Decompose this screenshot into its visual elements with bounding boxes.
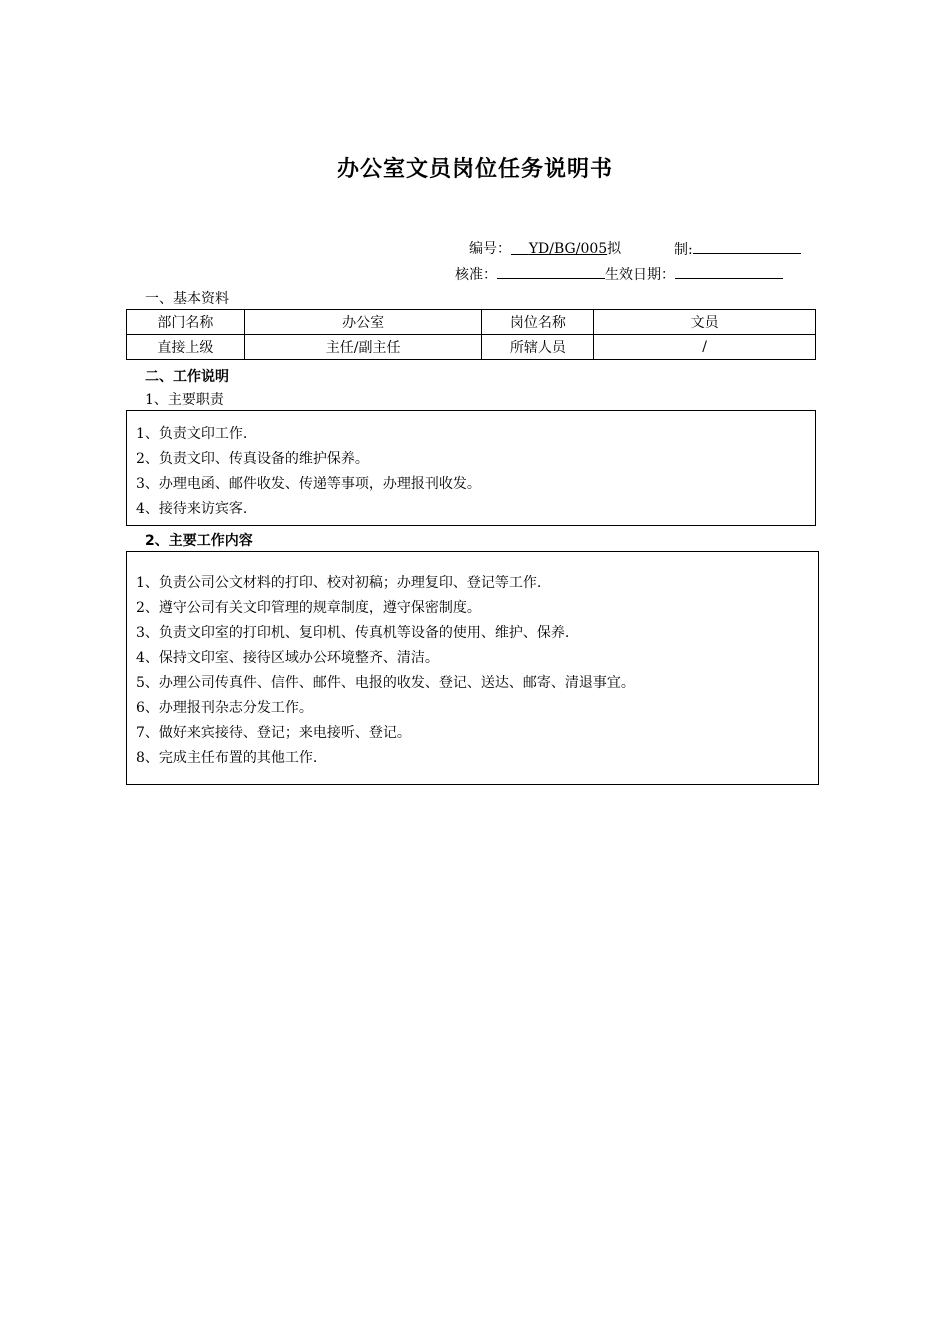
list-item: 4、接待来访宾客. xyxy=(136,501,248,517)
draft-label: 拟 xyxy=(607,241,622,257)
duties-box xyxy=(126,410,816,526)
approve-blank[interactable] xyxy=(497,263,605,279)
code-label: 编号： xyxy=(469,241,511,257)
section1-heading: 一、基本资料 xyxy=(145,291,229,307)
made-row xyxy=(674,238,801,259)
list-item: 1、负责公司公文材料的打印、校对初稿；办理复印、登记等工作. xyxy=(136,575,542,591)
approve-label: 核准： xyxy=(455,267,497,283)
table-row xyxy=(127,335,816,360)
list-item: 1、负责文印工作. xyxy=(136,426,248,442)
document-title: 办公室文员岗位任务说明书 xyxy=(336,157,613,182)
table-cell: 主任/副主任 xyxy=(244,335,482,360)
approve-row xyxy=(455,263,783,284)
list-item: 5、办理公司传真件、信件、邮件、电报的收发、登记、送达、邮寄、清退事宜。 xyxy=(136,675,635,691)
table-cell: 办公室 xyxy=(244,310,482,335)
table-cell: 直接上级 xyxy=(127,335,245,360)
made-blank[interactable] xyxy=(693,238,801,254)
table-cell: 部门名称 xyxy=(127,310,245,335)
list-item: 3、负责文印室的打印机、复印机、传真机等设备的使用、维护、保养. xyxy=(136,625,570,641)
content-heading: 2、主要工作内容 xyxy=(145,533,253,549)
table-cell: / xyxy=(594,335,816,360)
basic-info-table xyxy=(126,309,816,360)
code-value: YD/BG/005 xyxy=(528,241,608,257)
list-item: 2、遵守公司有关文印管理的规章制度，遵守保密制度。 xyxy=(136,600,481,616)
effective-label: 生效日期： xyxy=(605,267,675,283)
content-box xyxy=(126,551,819,785)
code-row xyxy=(469,238,621,258)
list-item: 6、办理报刊杂志分发工作。 xyxy=(136,700,313,716)
table-cell: 文员 xyxy=(594,310,816,335)
list-item: 7、做好来宾接待、登记；来电接听、登记。 xyxy=(136,725,411,741)
list-item: 3、办理电函、邮件收发、传递等事项，办理报刊收发。 xyxy=(136,476,481,492)
section2-heading: 二、工作说明 xyxy=(145,369,229,385)
table-cell: 岗位名称 xyxy=(482,310,594,335)
duties-heading: 1、主要职责 xyxy=(145,392,224,408)
table-row xyxy=(127,310,816,335)
effective-blank[interactable] xyxy=(675,263,783,279)
list-item: 8、完成主任布置的其他工作. xyxy=(136,750,318,766)
list-item: 2、负责文印、传真设备的维护保养。 xyxy=(136,451,369,467)
list-item: 4、保持文印室、接待区域办公环境整齐、清洁。 xyxy=(136,650,439,666)
table-cell: 所辖人员 xyxy=(482,335,594,360)
made-label: 制: xyxy=(674,242,693,258)
